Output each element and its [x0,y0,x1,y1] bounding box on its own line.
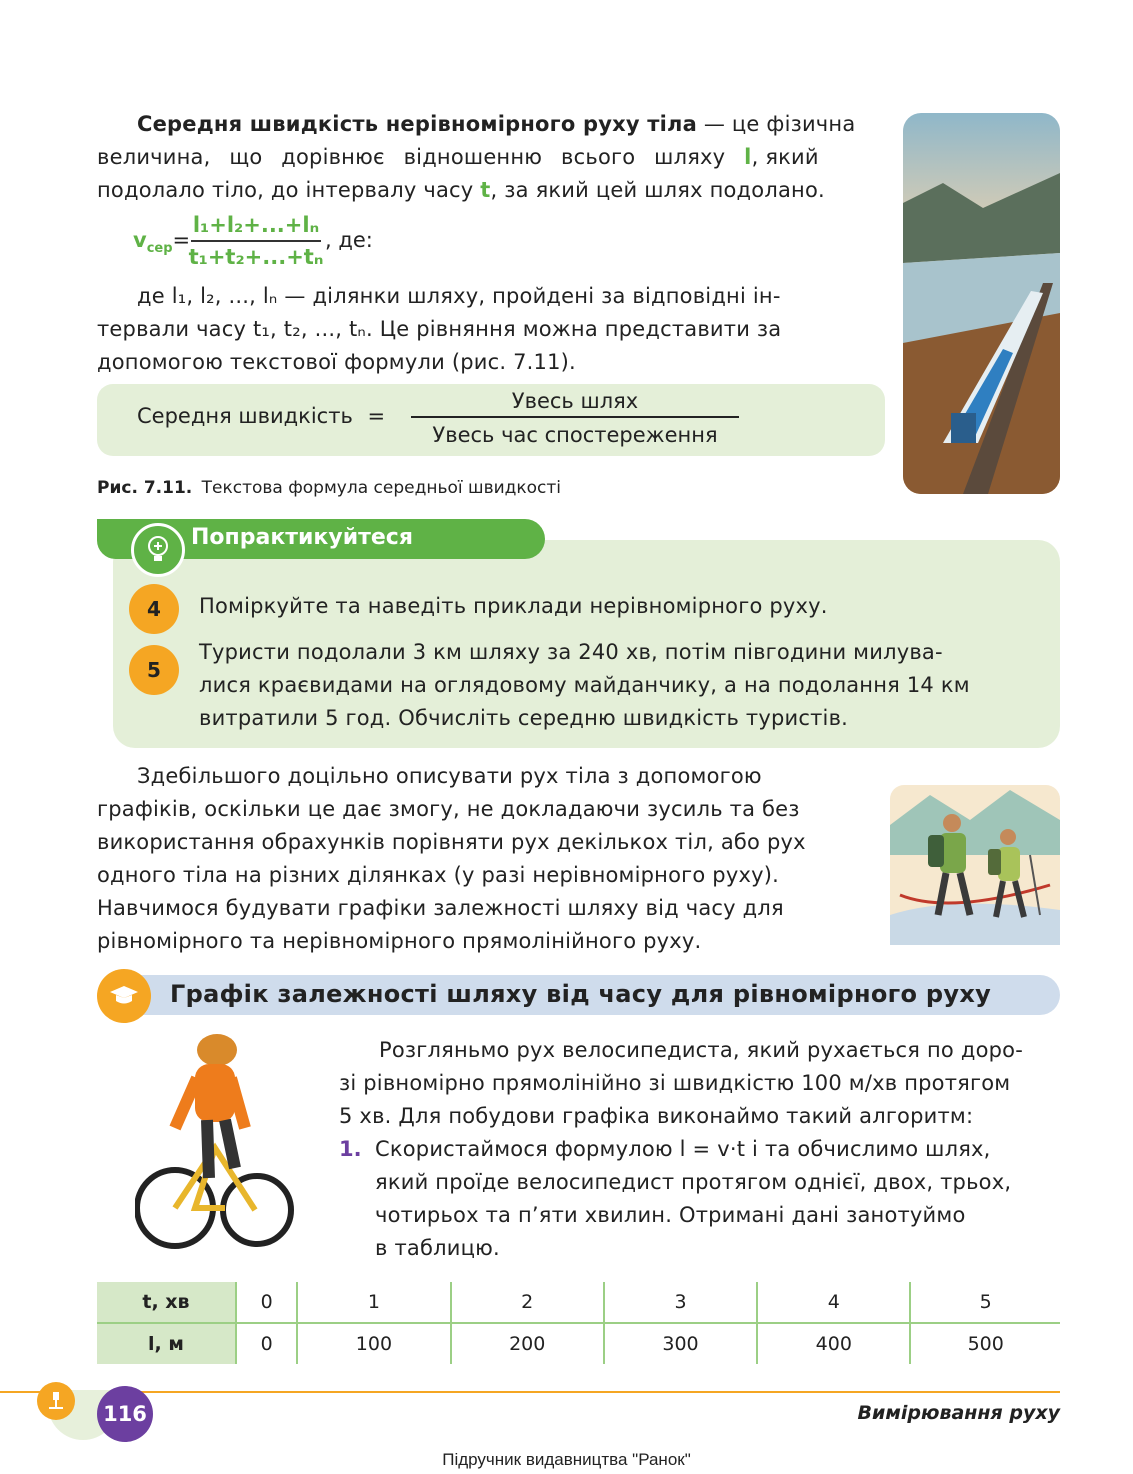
formula-after: , де: [325,228,373,252]
definition-line2: величина, що дорівнює відношенню всього шляху [97,145,745,169]
step-1-line4: в таблицю. [375,1236,500,1260]
task-5-text [199,636,1037,735]
formula-v-sub: сер [146,241,173,257]
explain-line3: допомогою текстової формули (рис. 7.11). [97,350,576,374]
table-cell: 400 [757,1323,910,1364]
text-formula-numerator: Увесь шлях [511,389,639,413]
hikers-illustration [890,765,1060,945]
table-cell: 1 [297,1282,450,1323]
task-5-line3: витратили 5 год. Обчисліть середню швидкість туристів. [199,706,849,730]
cyclist-image [135,1028,295,1256]
table-cell: 100 [297,1323,450,1364]
step-1-text [375,1133,1060,1265]
definition-term: Середня швидкість нерівномірного руху тіла [137,112,697,136]
graphs-line6: рівномірного та нерівномірного прямолінійного руху. [97,929,702,953]
train-photo [903,113,1060,494]
task-4-number: 4 [129,584,179,634]
explain-line2: тервали часу t₁, t₂, ..., tₙ. Це рівняння можна представити за [97,317,782,341]
step-1-number: 1. [339,1137,362,1161]
table-cell: 200 [451,1323,604,1364]
explanation-paragraph [97,280,885,379]
formula-bar [191,240,321,242]
graduation-cap-icon [97,969,151,1023]
table-cell: 300 [604,1323,757,1364]
graphs-line5: Навчимося будувати графіки залежності шляху від часу для [97,896,784,920]
step-1-line2: який проїде велосипедист протягом однієї, двох, трьох, [375,1170,1012,1194]
cyclist-line1: Розгляньмо рух велосипедиста, який рухається по доро- [379,1038,1023,1062]
graphs-paragraph [97,760,853,958]
section-title: Графік залежності шляху від часу для рівномірного руху [170,980,992,1008]
task-5-number: 5 [129,645,179,695]
var-t: t [480,178,491,202]
table-row-l [97,1323,1060,1364]
figure-caption [97,478,561,498]
microscope-icon [37,1382,75,1420]
step-1-line1: Скористаймося формулою l = v·t і та обчислимо шлях, [375,1137,991,1161]
table-cell: 500 [910,1323,1060,1364]
formula-numerator: l₁+l₂+...+lₙ [192,213,320,237]
text-formula-lhs [137,404,385,428]
cyclist-line3: 5 хв. Для побудови графіка виконаймо такий алгоритм: [339,1104,974,1128]
table-header-t: t, хв [97,1282,236,1323]
publisher-note: Підручник видавництва "Ранок" [442,1450,691,1469]
definition-paragraph [97,108,885,207]
table-row-t [97,1282,1060,1323]
time-distance-table [97,1282,1060,1364]
task-4-text: Поміркуйте та наведіть приклади нерівномірного руху. [199,594,828,618]
formula-eq: = [172,228,191,252]
footer-line [0,1391,1060,1393]
graphs-line3: використання обрахунків порівняти рух декількох тіл, або рух [97,830,806,854]
graphs-line4: одного тіла на різних ділянках (у разі нерівномірного руху). [97,863,779,887]
step-1-line3: чотирьох та п’яти хвилин. Отримані дані занотуймо [375,1203,966,1227]
avg-velocity-formula [133,212,433,282]
graphs-line1: Здебільшого доцільно описувати рух тіла з допомогою [137,764,762,788]
formula-fraction [188,212,324,270]
cyclist-paragraph [339,1034,1060,1133]
table-cell: 2 [451,1282,604,1323]
table-cell: 3 [604,1282,757,1323]
formula-v: v [133,228,147,252]
definition-line1: — це фізична [696,112,856,136]
task-5-line2: лися краєвидами на оглядовому майданчику, а на подолання 14 км [199,673,970,697]
lightbulb-icon [131,523,185,577]
task-5-line1: Туристи подолали 3 км шляху за 240 хв, потім півгодини милува- [199,640,943,664]
practice-tab [97,519,545,559]
text-formula-fraction [411,386,739,452]
formula-denominator: t₁+t₂+...+tₙ [188,245,324,269]
page-number: 116 [97,1386,153,1442]
definition-line3-end: , за який цей шлях подолано. [490,178,825,202]
text-formula-eq: = [367,404,386,428]
table-cell: 0 [236,1282,297,1323]
practice-title: Попрактикуйтеся [191,525,413,550]
table-header-l: l, м [97,1323,236,1364]
definition-line3: подолало тіло, до інтервалу часу [97,178,481,202]
graphs-line2: графіків, оскільки це дає змогу, не докладаючи зусиль та без [97,797,800,821]
explain-line1: де l₁, l₂, ..., lₙ — ділянки шляху, пройдені за відповідні ін- [137,284,781,308]
text-formula-box [97,384,885,456]
var-l: l [744,145,752,169]
table-cell: 4 [757,1282,910,1323]
definition-line2-end: , який [751,145,819,169]
chapter-title: Вимірювання руху [857,1402,1060,1424]
table-cell: 5 [910,1282,1060,1323]
table-cell: 0 [236,1323,297,1364]
caption-label: Рис. 7.11. [97,478,193,498]
cyclist-line2: зі рівномірно прямолінійно зі швидкістю 100 м/хв протягом [339,1071,1011,1095]
caption-text: Текстова формула середньої швидкості [201,478,562,498]
text-formula-lhs-label: Середня швидкість [137,404,353,428]
text-formula-denominator: Увесь час спостереження [432,423,718,447]
